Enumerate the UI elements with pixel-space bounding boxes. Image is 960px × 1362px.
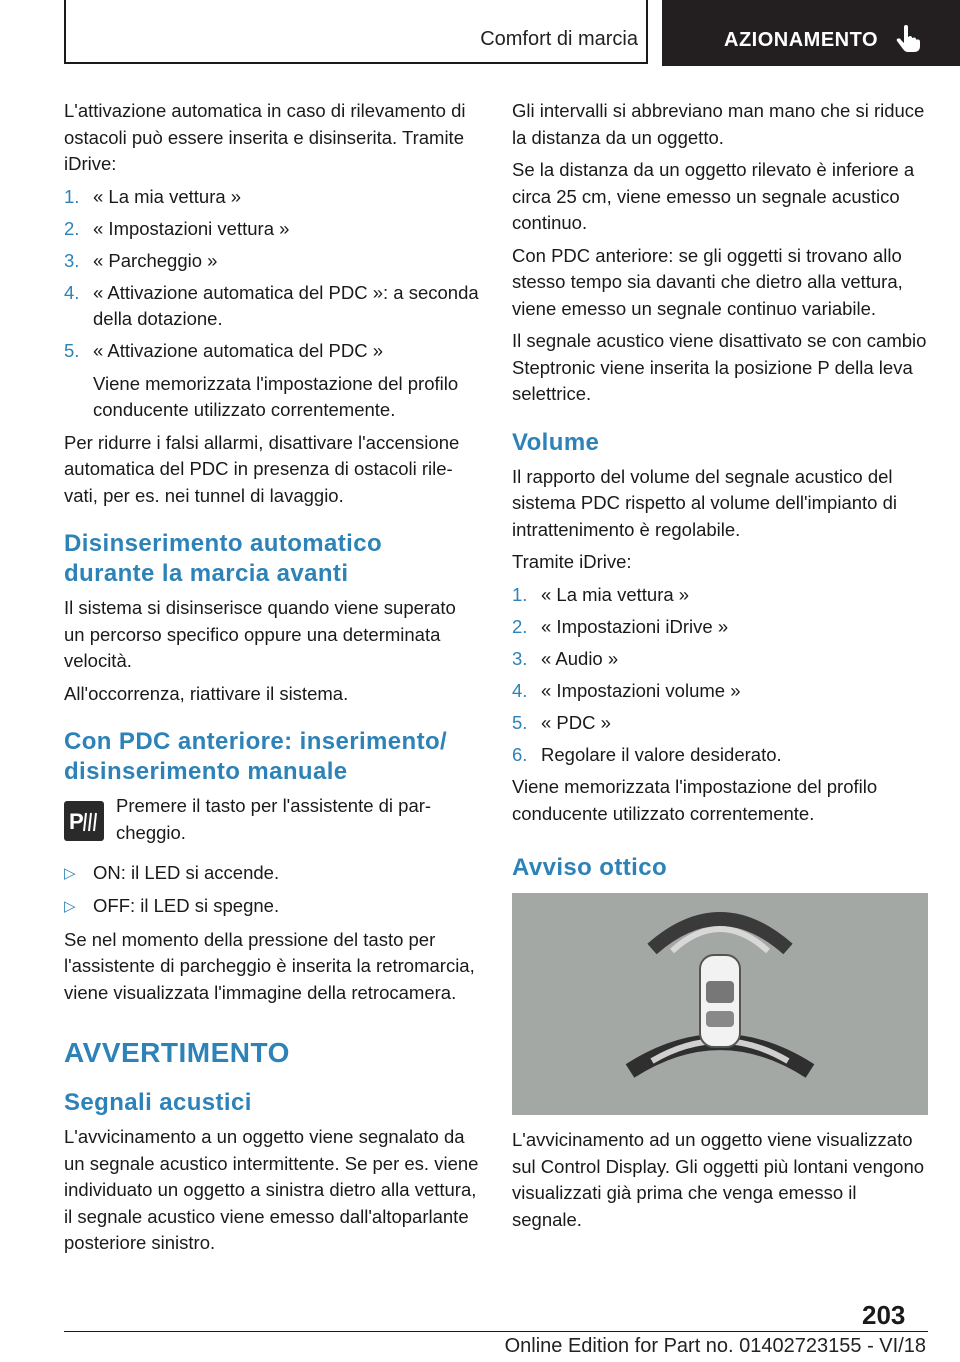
list-item: 1. « La mia vettura » [512,583,690,605]
list-item: 2. « Impostazioni vettura » [64,217,290,239]
footer-divider [64,1331,928,1332]
right-column [512,98,928,1239]
idrive-steps-list [64,184,479,365]
list-item: 1. « La mia vettura » [64,185,242,207]
svg-text:P: P [69,809,84,834]
pdc-display-figure [512,893,928,1115]
acoustic-paragraph: L'avvicinamento a un oggetto viene segnalato da un segnale acustico intermittente. Se per es. viene individuato un oggetto a sinistra dietro alla vettura, il segnale acustico viene emesso dall'altoparlante posteriore sinistro. [64,1126,479,1253]
list-item: 5. « PDC » [512,711,611,733]
heading-volume: Volume [512,428,600,456]
parking-assistant-button-icon [64,801,104,841]
list-item: ▷ OFF: il LED si spegne. [64,893,479,921]
led-status-list [64,860,479,921]
interval-paragraph: Gli intervalli si abbreviano man mano che si riduce la distanza da un oggetto. [512,100,925,148]
heading-acoustic-signals: Segnali acustici [64,1089,252,1116]
volume-paragraph: Il rapporto del volume del segnale acustico del sistema PDC rispetto al volume dell'impianto di intrattenimento è regolabile. [512,465,897,540]
hand-pointer-icon [895,24,921,54]
page-number: 203 [862,1300,906,1330]
list-item: 4. « Attivazione automatica del PDC »: a seconda della dotazione. [64,281,479,329]
auto-off-paragraph: Il sistema si disinserisce quando viene superato un percorso specifico oppure una determinata velocità. [64,597,456,671]
front-pdc-paragraph: Con PDC anteriore: se gli oggetti si trovano allo stesso tempo sia davanti che dietro alla vettura, viene emesso un segnale continuo variabile. [512,244,903,319]
list-item: 6. Regolare il valore desiderato. [512,743,782,765]
continuous-signal-paragraph: Se la distanza da un oggetto rilevato è inferiore a circa 25 cm, viene emesso un segnale acustico continuo. [512,159,915,233]
header-chapter-title: AZIONAMENTO [724,29,879,51]
heading-visual-warning: Avviso ottico [512,854,668,881]
volume-steps-list [512,582,928,769]
list-item: 3. « Parcheggio » [64,249,218,271]
volume-via-idrive: Tramite iDrive: [512,551,632,572]
false-alarm-paragraph: Per ridurre i falsi allarmi, disattivare l'accensione automatica del PDC in presenza di ostacoli rilevati, per es. nei tunnel di lavaggio. [64,431,460,506]
car-with-sensor-arcs-image [512,893,928,1115]
heading-manual: Con PDC anteriore: inserimento/ disinserimento manuale [64,728,448,785]
list-item: 2. « Impostazioni iDrive » [512,615,729,637]
left-column [64,98,479,1263]
header-chapter-tab [662,0,960,66]
footer-edition: Online Edition for Part no. 01402723155 - VI/18 [504,1335,926,1357]
list-item: 3. « Audio » [512,647,619,669]
triangle-bullet-icon: ▷ [64,865,76,882]
heading-auto-off: Disinserimento automatico durante la marcia avanti [64,530,383,587]
warning-title: AVVERTIMENTO [64,1037,290,1068]
list-item: ▷ ON: il LED si accende. [64,860,479,888]
list-item: 5. « Attivazione automatica del PDC » [64,340,383,361]
visual-warning-paragraph: L'avvicinamento ad un oggetto viene visualizzato sul Control Display. Gli oggetti più lontani vengono visualizzati già prima che venga emesso il segnale. [512,1129,925,1230]
auto-off-reactivate: All'occorrenza, riattivare il sistema. [64,682,349,704]
triangle-bullet-icon: ▷ [64,898,76,915]
steptronic-paragraph: Il segnale acustico viene disattivato se con cambio Steptronic viene inserita la posizione P della leva selettrice. [512,330,927,404]
volume-note: Viene memorizzata l'impostazione del profilo conducente utilizzato correntemente. [512,776,878,824]
list-item: 4. « Impostazioni volume » [512,679,741,701]
reverse-gear-note: Se nel momento della pressione del tasto per l'assistente di parcheggio è inserita la retromarcia, viene visualizzata l'immagine della retrocamera. [64,928,475,1003]
intro-paragraph: L'attivazione automatica in caso di rilevamento di ostacoli può essere inserita e disinserita. Tramite iDrive: [64,100,466,174]
parking-button-row [64,793,479,846]
parking-button-text: Premere il tasto per l'assistente di parcheggio. [116,795,432,843]
header-section-title: Comfort di marcia [480,28,638,50]
step-note: Viene memorizzata l'impostazione del profilo conducente utilizzato correntemente. [93,372,459,420]
